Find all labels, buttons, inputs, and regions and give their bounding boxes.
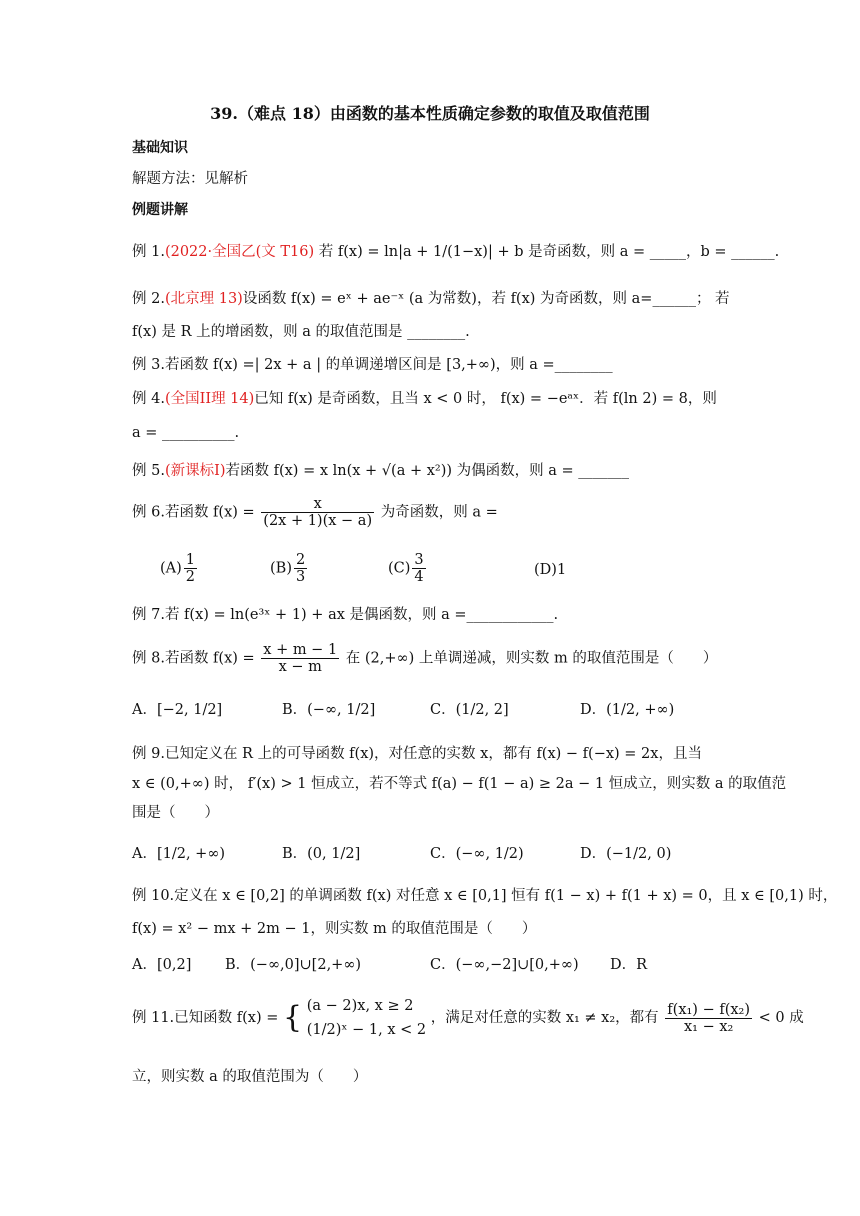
piecewise-brace: { <box>283 1000 303 1035</box>
example-3: 例 3.若函数 f(x) =| 2x + a | 的单调递增区间是 [3,+∞)，则 a =________ <box>132 357 613 373</box>
example-10-option-d: D．R <box>610 957 648 973</box>
example-10-line-1: 例 10.定义在 x ∈ [0,2] 的单调函数 f(x) 对任意 x ∈ [0,1] 恒有 f(1 − x) + f(1 + x) = 0，且 x ∈ [0,1) 时， <box>132 888 838 904</box>
page-title: 39.（难点 18）由函数的基本性质确定参数的取值及取值范围 <box>210 104 650 123</box>
example-7: 例 7.若 f(x) = ln(e³ˣ + 1) + ax 是偶函数，则 a =____________. <box>132 607 559 623</box>
example-6-option-a: (A) $\frac{1}{2}$ <box>160 552 196 585</box>
example-9-line-1: 例 9.已知定义在 R 上的可导函数 f(x)，对任意的实数 x，都有 f(x) − f(−x) = 2x，且当 <box>132 746 702 762</box>
example-10-option-c: C．(−∞,−2]∪[0,+∞) <box>430 957 579 973</box>
example-11-line-2: 立，则实数 a 的取值范围为（ ） <box>132 1069 368 1085</box>
example-8-fraction: $\frac{x + m - 1}{x - m}$ <box>263 642 338 675</box>
example-2-source: (北京理 13) <box>164 291 243 307</box>
example-2-line-1: 例 2.(北京理 13)设函数 f(x) = eˣ + ae⁻ˣ (a 为常数)，若 f(x) 为奇函数，则 a=______； 若 <box>132 291 730 307</box>
example-1: 例 1.(2022·全国乙(文 T16) 若 f(x) = ln|a + 1/(1−x)| + b 是奇函数，则 a = _____，b = ______. <box>132 244 780 260</box>
example-9-line-2: x ∈ (0,+∞) 时， f′(x) > 1 恒成立，若不等式 f(a) − f(1 − a) ≥ 2a − 1 恒成立，则实数 a 的取值范 <box>132 776 787 792</box>
example-9-line-3: 围是（ ） <box>132 805 219 821</box>
example-11: 例 11.已知函数 f(x) = { (a − 2)x, x ≥ 2 (1/2)ˣ − 1, x < 2 ，满足对任意的实数 x₁ ≠ x₂，都有 $\frac{\text{f(x₁) − f(x₂)}}{\text{x₁ − x₂}}$ < 0 成 <box>132 994 804 1044</box>
example-9-option-a: A．[1/2, +∞) <box>132 846 226 862</box>
example-2-line-2: f(x) 是 R 上的增函数，则 a 的取值范围是 ________. <box>132 324 470 340</box>
example-5: 例 5.(新课标I)若函数 f(x) = x ln(x + √(a + x²)) 为偶函数，则 a = _______ <box>132 463 629 479</box>
example-4-line-2: a = __________. <box>132 425 240 441</box>
example-9-option-b: B．(0, 1/2] <box>282 846 361 862</box>
example-6-option-d: (D)1 <box>534 562 567 578</box>
section-basic-knowledge: 基础知识 <box>132 140 188 156</box>
example-4-line-1: 例 4.(全国II理 14)已知 f(x) 是奇函数，且当 x < 0 时， f(x) = −eᵃˣ．若 f(ln 2) = 8，则 <box>132 391 717 407</box>
example-9-option-d: D．(−1/2, 0) <box>580 846 672 862</box>
example-8: 例 8.若函数 f(x) = $\frac{x + m - 1}{x - m}$ 在 (2,+∞) 上单调递减，则实数 m 的取值范围是（ ） <box>132 642 718 675</box>
example-11-fraction: $\frac{\text{f(x₁) − f(x₂)}}{\text{x₁ − x₂}}$ <box>667 1001 751 1035</box>
example-8-option-b: B．(−∞, 1/2] <box>282 702 376 718</box>
solution-method: 解题方法：见解析 <box>132 171 248 187</box>
piecewise-cases: (a − 2)x, x ≥ 2 (1/2)ˣ − 1, x < 2 <box>306 998 427 1038</box>
example-1-text: 若 f(x) = ln|a + 1/(1−x)| + b 是奇函数，则 a = _____，b = ______. <box>318 244 780 260</box>
example-6-option-b: (B) $\frac{2}{3}$ <box>270 552 306 585</box>
example-1-source: (2022·全国乙(文 T16) <box>164 244 315 260</box>
example-4-source: (全国II理 14) <box>164 391 255 407</box>
example-6-option-c: (C) $\frac{3}{4}$ <box>388 552 424 585</box>
example-6-fraction: $\frac{x}{(2x + 1)(x - a)}$ <box>263 496 373 529</box>
example-10-option-b: B．(−∞,0]∪[2,+∞) <box>225 957 362 973</box>
section-example-lectures: 例题讲解 <box>132 202 188 218</box>
example-6: 例 6.若函数 f(x) = $\frac{x}{(2x + 1)(x - a)}$ 为奇函数，则 a = <box>132 496 498 529</box>
example-8-option-d: D．(1/2, +∞) <box>580 702 675 718</box>
example-10-line-2: f(x) = x² − mx + 2m − 1，则实数 m 的取值范围是（ ） <box>132 921 537 937</box>
example-9-option-c: C．(−∞, 1/2) <box>430 846 524 862</box>
example-10-option-a: A．[0,2] <box>132 957 192 973</box>
example-5-source: (新课标I) <box>164 463 226 479</box>
example-8-option-a: A．[−2, 1/2] <box>132 702 223 718</box>
example-8-option-c: C．(1/2, 2] <box>430 702 509 718</box>
